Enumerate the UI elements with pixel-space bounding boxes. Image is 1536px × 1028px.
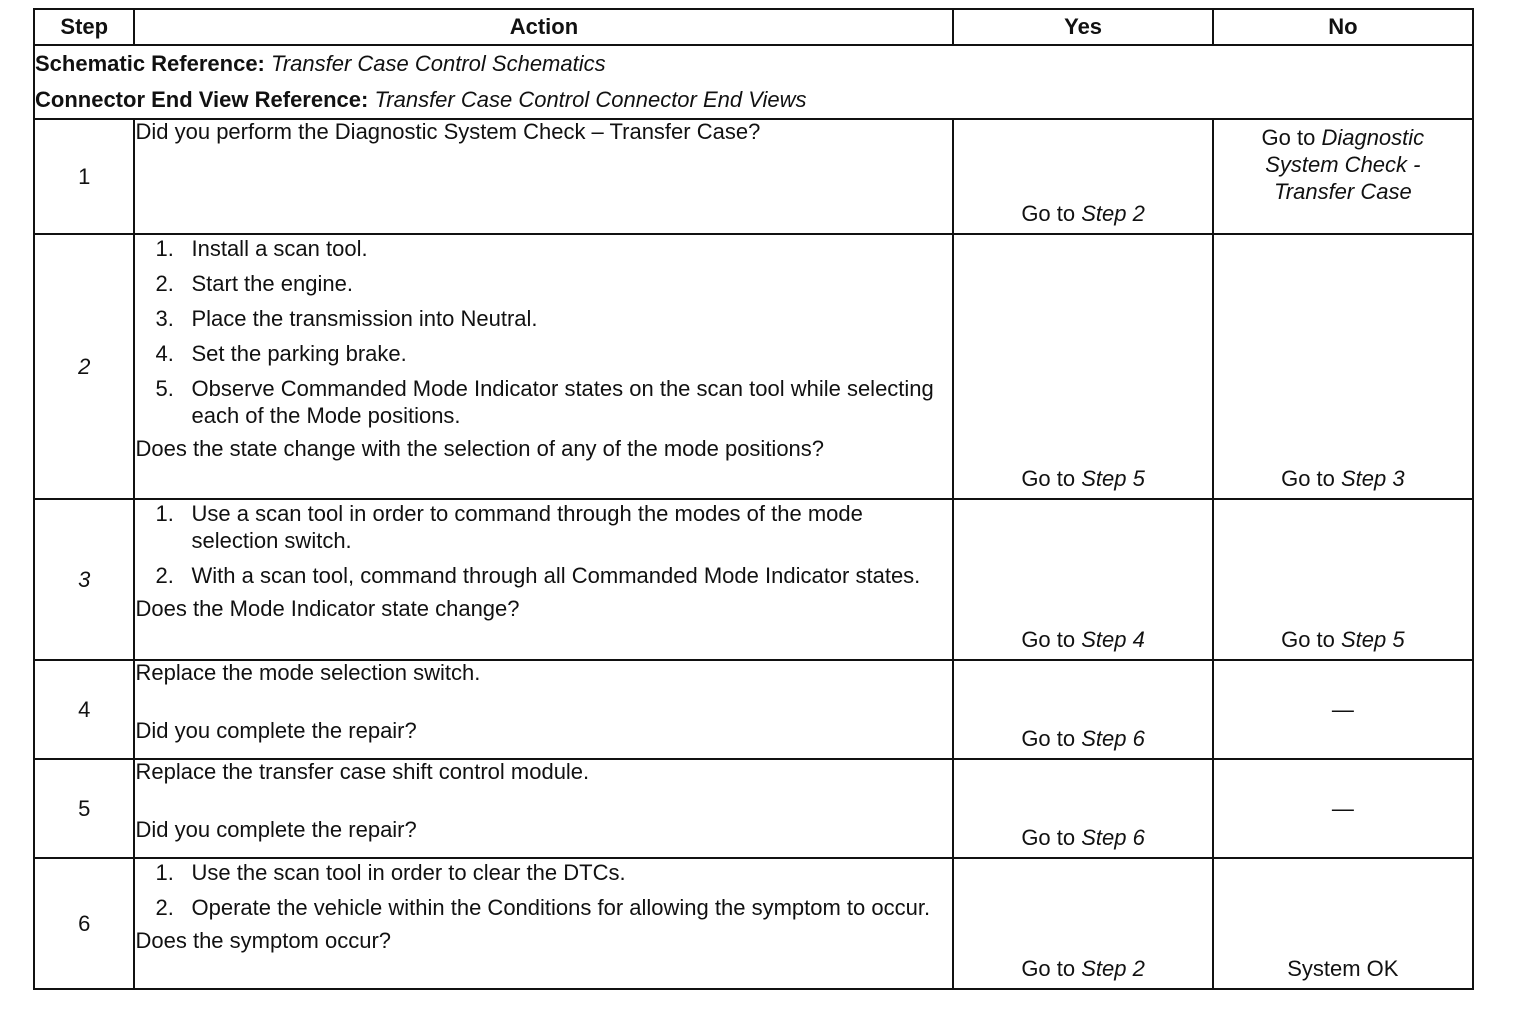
header-step: Step [34, 9, 134, 45]
action-step-item: 2. With a scan tool, command through all Commanded Mode Indicator states. [155, 563, 921, 588]
action-question: Did you complete the repair? [135, 817, 417, 842]
action-question: Did you perform the Diagnostic System Check – Transfer Case? [135, 119, 761, 144]
step-number: 1 [34, 119, 134, 234]
no-cell [1213, 119, 1473, 234]
yes-cell [953, 119, 1212, 234]
no-cell [1213, 234, 1473, 499]
table-row [34, 499, 1473, 660]
action-instruction: Replace the transfer case shift control module. [135, 759, 590, 784]
yes-cell [953, 858, 1212, 989]
yes-result[interactable]: Go to Step 6 [1021, 726, 1145, 751]
no-cell [1213, 660, 1473, 759]
schematic-reference-link[interactable]: Transfer Case Control Schematics [271, 51, 606, 76]
step-number: 6 [34, 858, 134, 989]
action-question: Does the Mode Indicator state change? [135, 596, 520, 621]
table-row [34, 660, 1473, 759]
step-number: 4 [34, 660, 134, 759]
step-number: 2 [34, 234, 134, 499]
action-cell [134, 858, 953, 989]
table-row [34, 858, 1473, 989]
action-step-item: 5. Observe Commanded Mode Indicator states on the scan tool while selecting each of the Mode positions. [155, 376, 934, 428]
diagnostic-table [33, 8, 1474, 990]
reference-row [34, 45, 1473, 119]
yes-cell [953, 759, 1212, 858]
action-cell [134, 499, 953, 660]
connector-reference-label: Connector End View Reference: [35, 87, 369, 112]
action-step-item: 2. Operate the vehicle within the Conditions for allowing the symptom to occur. [155, 895, 931, 920]
header-yes: Yes [953, 9, 1212, 45]
table-row [34, 759, 1473, 858]
action-instruction: Replace the mode selection switch. [135, 660, 481, 685]
yes-cell [953, 660, 1212, 759]
no-cell [1213, 759, 1473, 858]
action-steps [135, 500, 952, 589]
no-result[interactable]: Go to Step 5 [1281, 627, 1405, 652]
header-action: Action [134, 9, 953, 45]
action-step-item: 1. Use a scan tool in order to command through the modes of the mode selection switch. [155, 501, 863, 553]
connector-reference [35, 82, 1472, 118]
action-question: Does the state change with the selection of any of the mode positions? [135, 436, 825, 461]
header-no: No [1213, 9, 1473, 45]
yes-result[interactable]: Go to Step 2 [1021, 956, 1145, 981]
no-result: — [1331, 696, 1354, 722]
yes-cell [953, 499, 1212, 660]
yes-result[interactable]: Go to Step 2 [1021, 201, 1145, 226]
action-step-item: 3. Place the transmission into Neutral. [155, 306, 538, 331]
no-result: System OK [1287, 956, 1399, 981]
action-steps [135, 859, 952, 921]
no-result: — [1331, 795, 1354, 821]
step-number: 5 [34, 759, 134, 858]
action-step-item: 1. Install a scan tool. [155, 236, 368, 261]
action-cell [134, 759, 953, 858]
header-row [34, 9, 1473, 45]
yes-result[interactable]: Go to Step 5 [1021, 466, 1145, 491]
action-step-item: 2. Start the engine. [155, 271, 353, 296]
yes-result[interactable]: Go to Step 6 [1021, 825, 1145, 850]
reference-cell [34, 45, 1473, 119]
action-question: Does the symptom occur? [135, 928, 392, 953]
yes-result[interactable]: Go to Step 4 [1021, 627, 1145, 652]
action-cell [134, 660, 953, 759]
action-cell [134, 119, 953, 234]
action-question: Did you complete the repair? [135, 718, 417, 743]
table-row [34, 119, 1473, 234]
action-step-item: 1. Use the scan tool in order to clear the DTCs. [155, 860, 626, 885]
no-cell [1213, 499, 1473, 660]
no-result[interactable]: Go to Diagnostic System Check - Transfer Case [1261, 125, 1425, 204]
connector-reference-link[interactable]: Transfer Case Control Connector End Views [374, 87, 807, 112]
table-row [34, 234, 1473, 499]
action-step-item: 4. Set the parking brake. [155, 341, 407, 366]
schematic-reference-label: Schematic Reference: [35, 51, 265, 76]
step-number: 3 [34, 499, 134, 660]
schematic-reference [35, 46, 1472, 82]
action-cell [134, 234, 953, 499]
no-cell [1213, 858, 1473, 989]
action-steps [135, 235, 952, 429]
no-result[interactable]: Go to Step 3 [1281, 466, 1405, 491]
yes-cell [953, 234, 1212, 499]
